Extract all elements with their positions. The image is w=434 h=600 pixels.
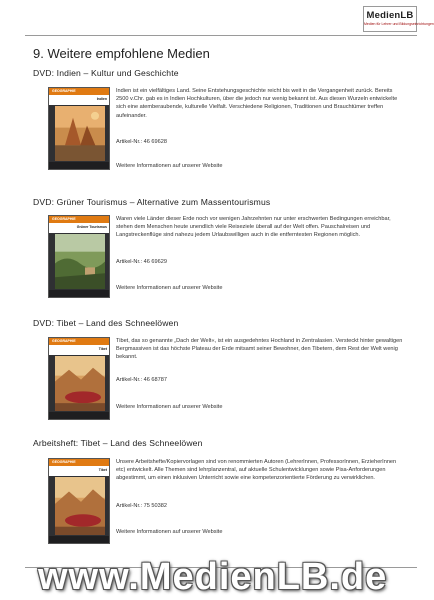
cover-band: GEOGRAPHIE [49, 216, 109, 223]
cover-title: Tibet [98, 347, 107, 351]
product-cover-indien[interactable] [48, 87, 110, 170]
logo-tagline: Medien für Lehrer und Bildungseinrichtungen [364, 22, 434, 26]
cover-image-temple [55, 106, 105, 161]
item-description: Indien ist ein vielfältiges Land. Seine Entstehungsgeschichte reicht bis weit in die Vergangenheit zurück. Bereits 2500 v.Chr. gab es in Indien Hochkulturen, über die jedoch nur wenig bekannt ist. Aus diesen Wurzeln entwickelte sich eine atemberaubende, kulturelle Vielfalt. Verschiedene Religionen, Traditionen und Brauchtümer treffen aufeinander. [116, 88, 398, 119]
cover-footer [49, 412, 109, 419]
article-number: Artikel-Nr.: 46 69629 [116, 259, 167, 265]
cover-footer [49, 536, 109, 543]
cover-footer [49, 290, 109, 297]
header-divider [25, 35, 417, 36]
item-title-indien: DVD: Indien – Kultur und Geschichte [33, 68, 179, 78]
cover-title: Grüner Tourismus [76, 225, 107, 229]
article-number: Artikel-Nr.: 46 68787 [116, 377, 167, 383]
item-description: Unsere Arbeitshefte/Kopiervorlagen sind von renommierten Autoren (LehrerInnen, ProfessorInnen, ErzieherInnen etc) entwickelt. Alle Themen sind lehrplanzentral, auf aktuelle Schulentwicklungen sowie Pisa-Anforderungen abgestimmt, um einen inklusiven Unterricht sowie eine kompetenzorientierte Förderung zu verwirklichen. [116, 459, 397, 482]
more-info-link[interactable]: Weitere Informationen auf unserer Website [116, 285, 223, 291]
page-title: 9. Weitere empfohlene Medien [33, 46, 210, 61]
product-cover-gruener-tourismus[interactable] [48, 215, 110, 298]
cover-image-landscape [55, 234, 105, 289]
more-info-link[interactable]: Weitere Informationen auf unserer Website [116, 404, 223, 410]
item-title-tibet-dvd: DVD: Tibet – Land des Schneelöwen [33, 318, 179, 328]
item-description: Tibet, das so genannte „Dach der Welt«, ist ein ausgedehntes Hochland in Zentralasien. Versteckt hinter gewaltigen Bergmassiven ist das höchste Plateau der Erde mitsamt seiner Bewohner, den Tibetern, dem Rest der Welt wenig bekannt. [116, 338, 403, 361]
item-description: Waren viele Länder dieser Erde noch vor wenigen Jahrzehnten nur unter erschwerten Bedingungen erreichbar, stehen dem Menschen heute unendlich viele Reiseziele überall auf der Welt offen. Pauschalreisen und Langstreckenflüge sind nahezu jedem Urlaubswilligen auch in die entferntesten Regionen möglich. [116, 216, 391, 239]
cover-image-tibet [55, 356, 105, 411]
cover-title: Indien [96, 97, 107, 101]
cover-title: Tibet [98, 468, 107, 472]
logo-text: MedienLB [364, 10, 416, 21]
footer-website-url[interactable]: www.MedienLB.de [38, 556, 388, 598]
article-number: Artikel-Nr.: 75 50382 [116, 503, 167, 509]
more-info-link[interactable]: Weitere Informationen auf unserer Website [116, 529, 223, 535]
cover-footer [49, 162, 109, 169]
medienlb-logo[interactable] [363, 6, 434, 32]
cover-band: GEOGRAPHIE [49, 459, 109, 466]
item-title-tibet-arbeitsheft: Arbeitsheft: Tibet – Land des Schneelöwen [33, 438, 203, 448]
product-cover-tibet-dvd[interactable] [48, 337, 110, 420]
cover-band: GEOGRAPHIE [49, 88, 109, 95]
article-number: Artikel-Nr.: 46 69628 [116, 139, 167, 145]
product-cover-tibet-arbeitsheft[interactable] [48, 458, 110, 544]
cover-image-tibet [55, 477, 105, 535]
item-title-gruener-tourismus: DVD: Grüner Tourismus – Alternative zum Massentourismus [33, 197, 271, 207]
more-info-link[interactable]: Weitere Informationen auf unserer Website [116, 163, 223, 169]
cover-band: GEOGRAPHIE [49, 338, 109, 345]
